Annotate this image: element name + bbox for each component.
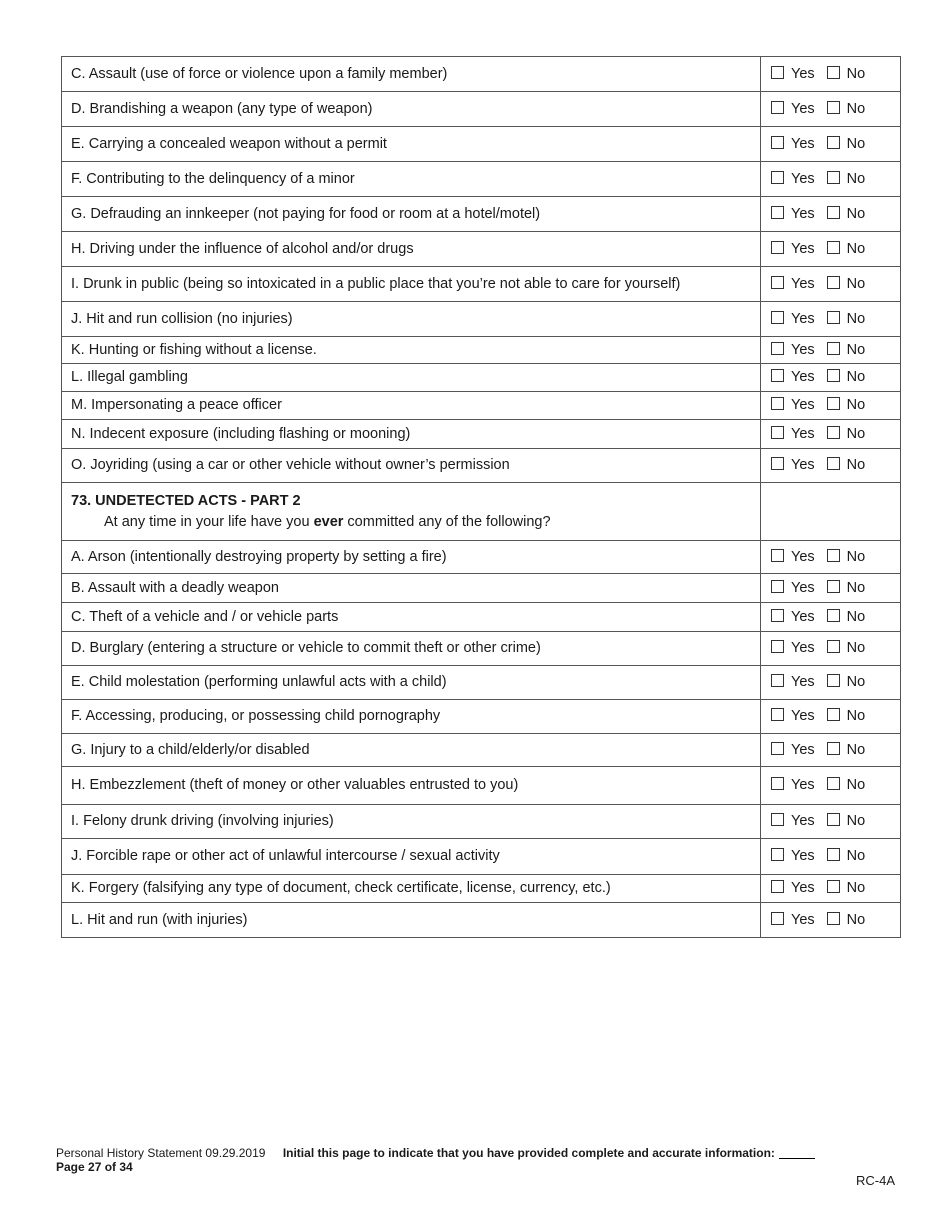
yes-option[interactable] xyxy=(771,276,815,293)
yes-label: Yes xyxy=(791,608,815,625)
yes-option[interactable] xyxy=(771,206,815,223)
yes-label: Yes xyxy=(791,911,815,928)
yes-checkbox[interactable] xyxy=(771,276,784,289)
question-row xyxy=(62,603,901,632)
yes-checkbox[interactable] xyxy=(771,397,784,410)
answer-cell xyxy=(761,92,901,127)
yes-label: Yes xyxy=(791,310,815,327)
yes-checkbox[interactable] xyxy=(771,708,784,721)
yes-option[interactable] xyxy=(771,101,815,118)
no-option[interactable] xyxy=(827,580,866,597)
question-label: A. Arson (intentionally destroying property by setting a fire) xyxy=(62,541,761,574)
question-label: E. Child molestation (performing unlawful acts with a child) xyxy=(62,666,761,700)
yes-label: Yes xyxy=(791,425,815,442)
yes-checkbox[interactable] xyxy=(771,609,784,622)
no-option[interactable] xyxy=(827,912,866,929)
yes-checkbox[interactable] xyxy=(771,369,784,382)
answer-cell xyxy=(761,364,901,392)
section-question xyxy=(71,514,760,531)
yes-option[interactable] xyxy=(771,241,815,258)
no-checkbox[interactable] xyxy=(827,580,840,593)
no-option[interactable] xyxy=(827,342,866,359)
answer-cell xyxy=(761,903,901,938)
undetected-acts-table xyxy=(61,56,901,938)
yes-label: Yes xyxy=(791,640,815,656)
question-row xyxy=(62,337,901,364)
question-label: D. Burglary (entering a structure or vehicle to commit theft or other crime) xyxy=(62,632,761,666)
no-option[interactable] xyxy=(827,640,866,657)
no-option[interactable] xyxy=(827,848,866,865)
no-label: No xyxy=(846,813,866,829)
yes-label: Yes xyxy=(791,341,815,358)
section-header xyxy=(62,483,901,541)
no-label: No xyxy=(846,170,866,187)
question-label: D. Brandishing a weapon (any type of weapon) xyxy=(62,92,761,127)
answer-cell xyxy=(761,337,901,364)
question-row xyxy=(62,839,901,875)
yes-checkbox[interactable] xyxy=(771,580,784,593)
answer-cell xyxy=(761,700,901,734)
no-checkbox[interactable] xyxy=(827,171,840,184)
yes-option[interactable] xyxy=(771,136,815,153)
no-checkbox[interactable] xyxy=(827,206,840,219)
yes-option[interactable] xyxy=(771,848,815,865)
no-checkbox[interactable] xyxy=(827,912,840,925)
question-text-pre: At any time in your life have you xyxy=(104,513,314,530)
question-row xyxy=(62,541,901,574)
yes-option[interactable] xyxy=(771,580,815,597)
no-label: No xyxy=(846,674,866,690)
yes-label: Yes xyxy=(791,397,815,413)
question-row xyxy=(62,805,901,839)
yes-label: Yes xyxy=(791,457,815,473)
no-label: No xyxy=(846,310,866,327)
no-checkbox[interactable] xyxy=(827,101,840,114)
no-option[interactable] xyxy=(827,549,866,566)
yes-option[interactable] xyxy=(771,549,815,566)
no-option[interactable] xyxy=(827,369,866,386)
answer-cell xyxy=(761,541,901,574)
no-label: No xyxy=(846,777,866,793)
no-label: No xyxy=(846,457,866,473)
question-row xyxy=(62,364,901,392)
question-row xyxy=(62,767,901,805)
no-option[interactable] xyxy=(827,171,866,188)
no-checkbox[interactable] xyxy=(827,674,840,687)
question-row xyxy=(62,632,901,666)
no-checkbox[interactable] xyxy=(827,369,840,382)
yes-label: Yes xyxy=(791,170,815,187)
page-footer xyxy=(56,1146,815,1174)
question-row xyxy=(62,392,901,420)
no-checkbox[interactable] xyxy=(827,342,840,355)
no-label: No xyxy=(846,135,866,152)
answer-cell xyxy=(761,302,901,337)
yes-option[interactable] xyxy=(771,880,815,897)
question-label: I. Drunk in public (being so intoxicated in a public place that you’re not able to care for yourself) xyxy=(62,267,761,302)
question-row xyxy=(62,449,901,483)
yes-label: Yes xyxy=(791,777,815,793)
answer-cell xyxy=(761,232,901,267)
no-label: No xyxy=(846,579,866,596)
yes-checkbox[interactable] xyxy=(771,813,784,826)
yes-label: Yes xyxy=(791,240,815,257)
part2-rows xyxy=(62,541,901,938)
question-label: G. Defrauding an innkeeper (not paying for food or room at a hotel/motel) xyxy=(62,197,761,232)
no-label: No xyxy=(846,397,866,413)
yes-option[interactable] xyxy=(771,708,815,725)
yes-label: Yes xyxy=(791,813,815,829)
question-label: F. Accessing, producing, or possessing child pornography xyxy=(62,700,761,734)
answer-cell xyxy=(761,839,901,875)
yes-option[interactable] xyxy=(771,777,815,794)
yes-label: Yes xyxy=(791,880,815,896)
no-label: No xyxy=(846,608,866,625)
question-row xyxy=(62,57,901,92)
question-label: B. Assault with a deadly weapon xyxy=(62,574,761,603)
no-option[interactable] xyxy=(827,777,866,794)
question-label: N. Indecent exposure (including flashing or mooning) xyxy=(62,420,761,449)
no-option[interactable] xyxy=(827,276,866,293)
no-label: No xyxy=(846,640,866,656)
no-checkbox[interactable] xyxy=(827,397,840,410)
document-name: Personal History Statement 09.29.2019 xyxy=(56,1146,266,1160)
no-checkbox[interactable] xyxy=(827,609,840,622)
yes-option[interactable] xyxy=(771,171,815,188)
question-label: G. Injury to a child/elderly/or disabled xyxy=(62,734,761,767)
no-option[interactable] xyxy=(827,206,866,223)
yes-checkbox[interactable] xyxy=(771,549,784,562)
question-row xyxy=(62,162,901,197)
question-row xyxy=(62,666,901,700)
question-row xyxy=(62,420,901,449)
yes-label: Yes xyxy=(791,100,815,117)
question-label: I. Felony drunk driving (involving injuries) xyxy=(62,805,761,839)
no-option[interactable] xyxy=(827,708,866,725)
no-option[interactable] xyxy=(827,813,866,830)
no-checkbox[interactable] xyxy=(827,549,840,562)
yes-option[interactable] xyxy=(771,66,815,83)
page-number: Page 27 of 34 xyxy=(56,1160,133,1174)
answer-cell xyxy=(761,805,901,839)
initial-field[interactable] xyxy=(779,1158,815,1159)
section-header-answer-cell xyxy=(761,483,901,541)
question-row xyxy=(62,127,901,162)
no-label: No xyxy=(846,275,866,292)
yes-checkbox[interactable] xyxy=(771,101,784,114)
yes-option[interactable] xyxy=(771,311,815,328)
no-option[interactable] xyxy=(827,397,866,414)
yes-checkbox[interactable] xyxy=(771,311,784,324)
answer-cell xyxy=(761,162,901,197)
question-label: M. Impersonating a peace officer xyxy=(62,392,761,420)
yes-label: Yes xyxy=(791,275,815,292)
no-label: No xyxy=(846,240,866,257)
no-option[interactable] xyxy=(827,101,866,118)
question-text-emphasis: ever xyxy=(313,513,344,530)
no-checkbox[interactable] xyxy=(827,66,840,79)
question-label: O. Joyriding (using a car or other vehicle without owner’s permission xyxy=(62,449,761,483)
no-option[interactable] xyxy=(827,742,866,759)
question-label: L. Hit and run (with injuries) xyxy=(62,903,761,938)
no-option[interactable] xyxy=(827,674,866,691)
yes-checkbox[interactable] xyxy=(771,457,784,470)
section-header-cell xyxy=(62,483,761,541)
answer-cell xyxy=(761,875,901,903)
no-checkbox[interactable] xyxy=(827,311,840,324)
question-row xyxy=(62,302,901,337)
no-checkbox[interactable] xyxy=(827,880,840,893)
yes-checkbox[interactable] xyxy=(771,66,784,79)
no-label: No xyxy=(846,425,866,442)
yes-label: Yes xyxy=(791,135,815,152)
answer-cell xyxy=(761,127,901,162)
answer-cell xyxy=(761,267,901,302)
no-checkbox[interactable] xyxy=(827,276,840,289)
question-label: K. Forgery (falsifying any type of document, check certificate, license, currency, etc.) xyxy=(62,875,761,903)
no-label: No xyxy=(846,708,866,724)
question-row xyxy=(62,574,901,603)
question-label: C. Theft of a vehicle and / or vehicle parts xyxy=(62,603,761,632)
yes-option[interactable] xyxy=(771,426,815,443)
answer-cell xyxy=(761,197,901,232)
yes-label: Yes xyxy=(791,674,815,690)
no-option[interactable] xyxy=(827,609,866,626)
no-option[interactable] xyxy=(827,457,866,474)
question-row xyxy=(62,267,901,302)
no-checkbox[interactable] xyxy=(827,813,840,826)
section-title: 73. UNDETECTED ACTS - PART 2 xyxy=(71,492,301,509)
yes-checkbox[interactable] xyxy=(771,640,784,653)
question-label: H. Driving under the influence of alcohol and/or drugs xyxy=(62,232,761,267)
yes-option[interactable] xyxy=(771,457,815,474)
no-label: No xyxy=(846,880,866,896)
yes-checkbox[interactable] xyxy=(771,742,784,755)
yes-option[interactable] xyxy=(771,674,815,691)
no-label: No xyxy=(846,65,866,82)
question-row xyxy=(62,734,901,767)
no-checkbox[interactable] xyxy=(827,742,840,755)
yes-option[interactable] xyxy=(771,397,815,414)
question-row xyxy=(62,232,901,267)
yes-label: Yes xyxy=(791,205,815,222)
no-label: No xyxy=(846,341,866,358)
no-label: No xyxy=(846,548,866,565)
yes-checkbox[interactable] xyxy=(771,674,784,687)
yes-label: Yes xyxy=(791,848,815,864)
question-row xyxy=(62,197,901,232)
no-label: No xyxy=(846,848,866,864)
part1-rows xyxy=(62,57,901,483)
yes-option[interactable] xyxy=(771,912,815,929)
answer-cell xyxy=(761,603,901,632)
yes-label: Yes xyxy=(791,548,815,565)
question-text-post: committed any of the following? xyxy=(343,513,551,530)
answer-cell xyxy=(761,57,901,92)
yes-checkbox[interactable] xyxy=(771,136,784,149)
no-checkbox[interactable] xyxy=(827,136,840,149)
question-label: H. Embezzlement (theft of money or other valuables entrusted to you) xyxy=(62,767,761,805)
yes-checkbox[interactable] xyxy=(771,241,784,254)
answer-cell xyxy=(761,734,901,767)
yes-option[interactable] xyxy=(771,742,815,759)
no-label: No xyxy=(846,911,866,928)
answer-cell xyxy=(761,632,901,666)
yes-option[interactable] xyxy=(771,813,815,830)
yes-label: Yes xyxy=(791,65,815,82)
no-checkbox[interactable] xyxy=(827,640,840,653)
no-checkbox[interactable] xyxy=(827,777,840,790)
no-option[interactable] xyxy=(827,426,866,443)
yes-label: Yes xyxy=(791,369,815,385)
answer-cell xyxy=(761,449,901,483)
question-label: F. Contributing to the delinquency of a minor xyxy=(62,162,761,197)
question-label: K. Hunting or fishing without a license. xyxy=(62,337,761,364)
no-option[interactable] xyxy=(827,66,866,83)
initial-instruction: Initial this page to indicate that you have provided complete and accurate information: xyxy=(282,1146,775,1160)
yes-checkbox[interactable] xyxy=(771,880,784,893)
no-checkbox[interactable] xyxy=(827,848,840,861)
yes-option[interactable] xyxy=(771,640,815,657)
no-checkbox[interactable] xyxy=(827,708,840,721)
yes-label: Yes xyxy=(791,741,815,758)
answer-cell xyxy=(761,666,901,700)
answer-cell xyxy=(761,574,901,603)
question-row xyxy=(62,875,901,903)
no-option[interactable] xyxy=(827,880,866,897)
yes-checkbox[interactable] xyxy=(771,426,784,439)
no-label: No xyxy=(846,741,866,758)
question-label: J. Forcible rape or other act of unlawful intercourse / sexual activity xyxy=(62,839,761,875)
yes-option[interactable] xyxy=(771,369,815,386)
yes-checkbox[interactable] xyxy=(771,848,784,861)
form-id: RC-4A xyxy=(855,1173,895,1188)
question-row xyxy=(62,92,901,127)
answer-cell xyxy=(761,420,901,449)
question-row xyxy=(62,903,901,938)
yes-label: Yes xyxy=(791,579,815,596)
no-label: No xyxy=(846,369,866,385)
answer-cell xyxy=(761,392,901,420)
no-option[interactable] xyxy=(827,136,866,153)
question-label: J. Hit and run collision (no injuries) xyxy=(62,302,761,337)
no-checkbox[interactable] xyxy=(827,457,840,470)
question-label: E. Carrying a concealed weapon without a permit xyxy=(62,127,761,162)
no-option[interactable] xyxy=(827,241,866,258)
question-label: C. Assault (use of force or violence upon a family member) xyxy=(62,57,761,92)
answer-cell xyxy=(761,767,901,805)
no-option[interactable] xyxy=(827,311,866,328)
no-label: No xyxy=(846,205,866,222)
yes-checkbox[interactable] xyxy=(771,912,784,925)
yes-option[interactable] xyxy=(771,342,815,359)
question-row xyxy=(62,700,901,734)
yes-option[interactable] xyxy=(771,609,815,626)
no-checkbox[interactable] xyxy=(827,241,840,254)
yes-checkbox[interactable] xyxy=(771,171,784,184)
no-label: No xyxy=(846,100,866,117)
yes-checkbox[interactable] xyxy=(771,342,784,355)
yes-checkbox[interactable] xyxy=(771,777,784,790)
yes-label: Yes xyxy=(791,708,815,724)
no-checkbox[interactable] xyxy=(827,426,840,439)
question-label: L. Illegal gambling xyxy=(62,364,761,392)
yes-checkbox[interactable] xyxy=(771,206,784,219)
